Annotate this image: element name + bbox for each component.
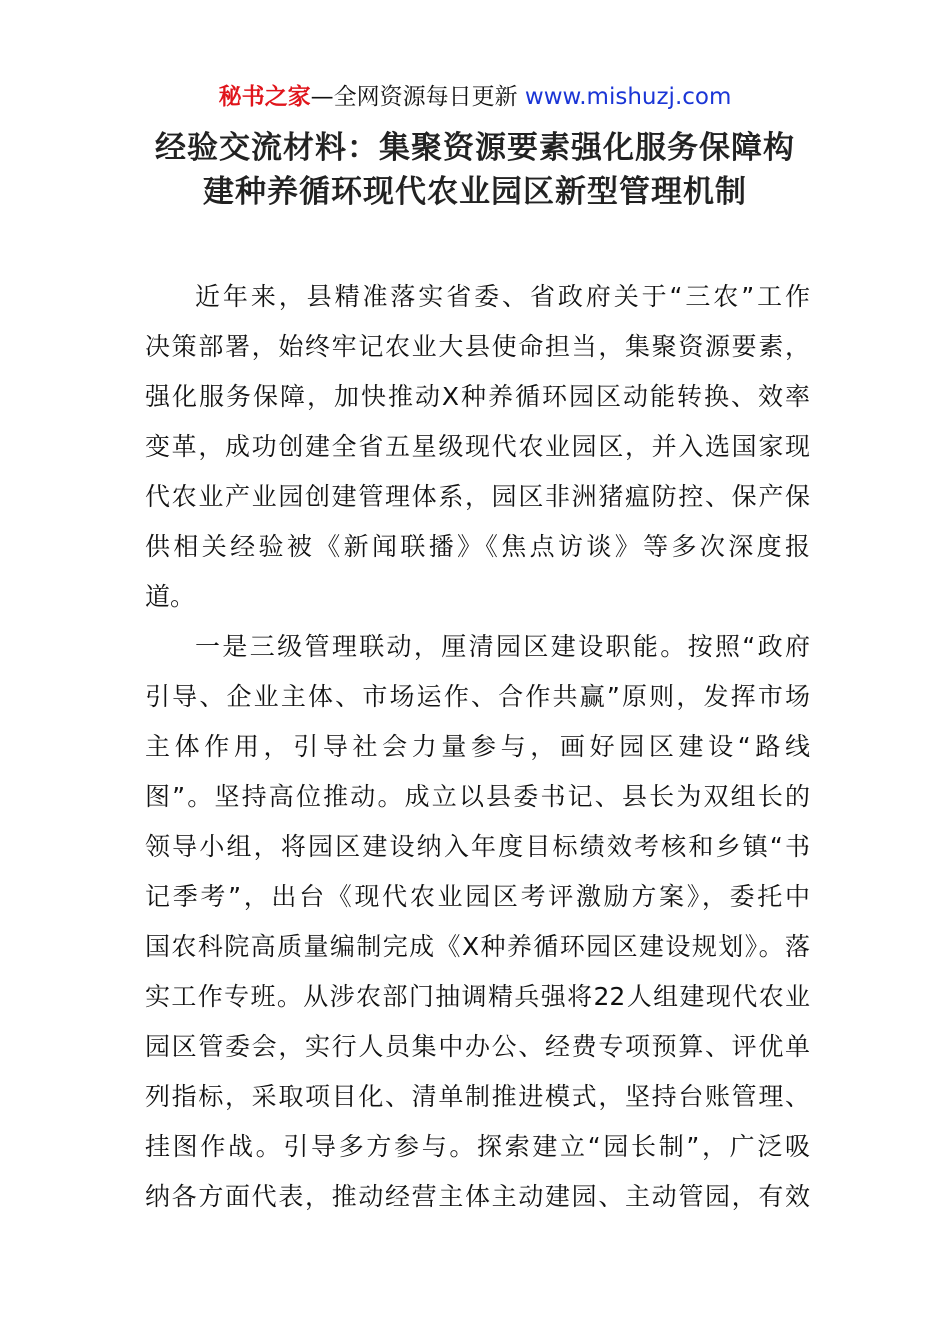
paragraph-2-line: 挂图作战。引导多方参与。探索建立“园长制”，广泛吸	[145, 1132, 810, 1161]
paragraph-2-line: 记季考”，出台《现代农业园区考评激励方案》，委托中	[145, 882, 810, 911]
paragraph-2-line: 列指标，采取项目化、清单制推进模式，坚持台账管理、	[145, 1082, 810, 1111]
paragraph-1-line: 代农业产业园创建管理体系，园区非洲猪瘟防控、保产保	[145, 482, 810, 511]
paragraph-1-line: 变革，成功创建全省五星级现代农业园区，并入选国家现	[145, 432, 810, 461]
document-title	[120, 126, 830, 214]
brand-name: 秘书之家	[218, 84, 311, 110]
watermark-header	[0, 80, 950, 114]
paragraph-2-line: 国农科院高质量编制完成《X种养循环园区建设规划》。落	[145, 932, 810, 961]
paragraph-2-line: 图”。坚持高位推动。成立以县委书记、县长为双组长的	[145, 782, 810, 811]
title-line-1: 经验交流材料：集聚资源要素强化服务保障构	[155, 130, 795, 166]
header-tagline: —全网资源每日更新	[310, 84, 518, 110]
paragraph-2-line: 主体作用，引导社会力量参与，画好园区建设“路线	[145, 732, 810, 761]
paragraph-1-line: 强化服务保障，加快推动X种养循环园区动能转换、效率	[145, 382, 810, 411]
paragraph-2-line: 实工作专班。从涉农部门抽调精兵强将22人组建现代农业	[145, 982, 810, 1011]
paragraph-2-line: 引导、企业主体、市场运作、合作共赢”原则，发挥市场	[145, 682, 810, 711]
paragraph-2-line: 领导小组，将园区建设纳入年度目标绩效考核和乡镇“书	[145, 832, 810, 861]
title-line-2: 建种养循环现代农业园区新型管理机制	[203, 174, 747, 210]
paragraph-2-line: 园区管委会，实行人员集中办公、经费专项预算、评优单	[145, 1032, 810, 1061]
paragraph-2-line: 纳各方面代表，推动经营主体主动建园、主动管园，有效	[145, 1182, 810, 1211]
paragraph-2-line: 一是三级管理联动，厘清园区建设职能。按照“政府	[195, 632, 810, 661]
site-link[interactable]: www.mishuzj.com	[524, 84, 732, 110]
paragraph-1-line: 近年来，县精准落实省委、省政府关于“三农”工作	[195, 282, 810, 311]
paragraph-1-line: 道。	[145, 582, 196, 611]
paragraph-1-line: 决策部署，始终牢记农业大县使命担当，集聚资源要素，	[145, 332, 810, 361]
paragraph-1-line: 供相关经验被《新闻联播》《焦点访谈》等多次深度报	[145, 532, 810, 561]
document-body	[145, 272, 810, 1222]
